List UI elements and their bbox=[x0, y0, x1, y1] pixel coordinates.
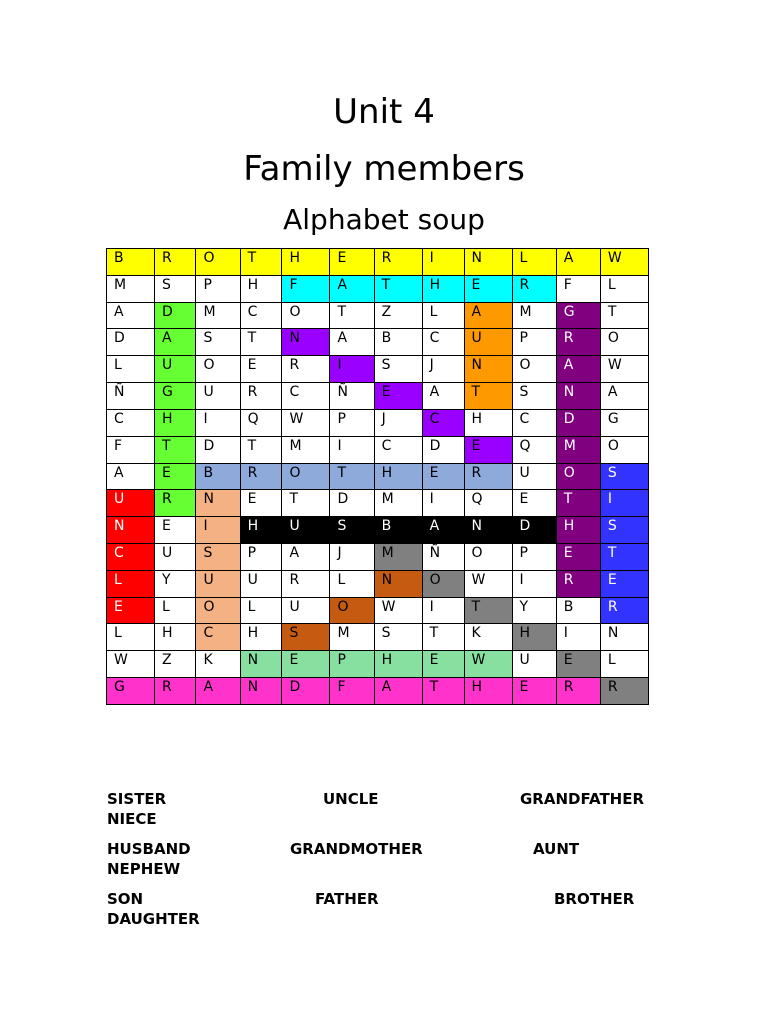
grid-cell: Z bbox=[374, 302, 422, 329]
grid-cell: N bbox=[464, 356, 512, 383]
grid-cell: Ñ bbox=[330, 383, 374, 410]
grid-cell: P bbox=[512, 329, 556, 356]
grid-cell: W bbox=[600, 356, 648, 383]
grid-cell: O bbox=[196, 356, 240, 383]
grid-cell: L bbox=[600, 651, 648, 678]
grid-cell: E bbox=[464, 436, 512, 463]
grid-cell: T bbox=[422, 678, 464, 705]
grid-cell: F bbox=[330, 678, 374, 705]
grid-cell: R bbox=[464, 463, 512, 490]
grid-cell: O bbox=[422, 570, 464, 597]
grid-row bbox=[107, 624, 649, 651]
grid-cell: H bbox=[556, 517, 600, 544]
grid-cell: C bbox=[282, 383, 330, 410]
grid-cell: A bbox=[196, 678, 240, 705]
grid-cell: Ñ bbox=[107, 383, 155, 410]
grid-cell: B bbox=[374, 329, 422, 356]
grid-cell: K bbox=[464, 624, 512, 651]
grid-row bbox=[107, 517, 649, 544]
word-search-grid bbox=[106, 248, 649, 705]
grid-cell: A bbox=[556, 249, 600, 276]
grid-cell: H bbox=[512, 624, 556, 651]
grid-cell: E bbox=[556, 543, 600, 570]
grid-row bbox=[107, 383, 649, 410]
grid-cell: A bbox=[107, 302, 155, 329]
grid-cell: B bbox=[107, 249, 155, 276]
grid-cell: P bbox=[330, 409, 374, 436]
grid-cell: P bbox=[330, 651, 374, 678]
grid-row bbox=[107, 302, 649, 329]
grid-cell: L bbox=[512, 249, 556, 276]
grid-cell: A bbox=[556, 356, 600, 383]
grid-cell: N bbox=[107, 517, 155, 544]
grid-cell: L bbox=[600, 275, 648, 302]
grid-cell: D bbox=[196, 436, 240, 463]
grid-cell: E bbox=[512, 490, 556, 517]
grid-cell: S bbox=[374, 624, 422, 651]
grid-cell: L bbox=[107, 356, 155, 383]
word-item: BROTHER bbox=[554, 890, 635, 908]
grid-cell: M bbox=[107, 275, 155, 302]
grid-cell: R bbox=[155, 249, 196, 276]
grid-cell: Q bbox=[512, 436, 556, 463]
grid-cell: H bbox=[155, 409, 196, 436]
grid-cell: Y bbox=[512, 597, 556, 624]
grid-cell: D bbox=[155, 302, 196, 329]
grid-cell: N bbox=[374, 570, 422, 597]
grid-row bbox=[107, 249, 649, 276]
grid-cell: O bbox=[556, 463, 600, 490]
grid-cell: A bbox=[422, 517, 464, 544]
grid-cell: O bbox=[330, 597, 374, 624]
grid-cell: H bbox=[464, 678, 512, 705]
grid-cell: E bbox=[155, 517, 196, 544]
grid-cell: N bbox=[240, 651, 282, 678]
grid-cell: C bbox=[422, 409, 464, 436]
grid-cell: A bbox=[374, 678, 422, 705]
grid-cell: M bbox=[556, 436, 600, 463]
word-item: NEPHEW bbox=[107, 860, 181, 878]
grid-cell: L bbox=[240, 597, 282, 624]
grid-cell: H bbox=[240, 624, 282, 651]
grid-cell: E bbox=[240, 356, 282, 383]
grid-cell: A bbox=[330, 329, 374, 356]
grid-cell: A bbox=[282, 543, 330, 570]
grid-cell: W bbox=[107, 651, 155, 678]
grid-cell: R bbox=[512, 275, 556, 302]
grid-cell: N bbox=[600, 624, 648, 651]
grid-cell: S bbox=[512, 383, 556, 410]
grid-row bbox=[107, 490, 649, 517]
grid-cell: K bbox=[196, 651, 240, 678]
grid-cell: U bbox=[196, 383, 240, 410]
word-item: FATHER bbox=[315, 890, 379, 908]
grid-cell: H bbox=[155, 624, 196, 651]
unit-title: Unit 4 bbox=[333, 92, 435, 132]
grid-cell: O bbox=[282, 302, 330, 329]
grid-cell: H bbox=[240, 275, 282, 302]
grid-cell: A bbox=[422, 383, 464, 410]
grid-cell: R bbox=[282, 356, 330, 383]
grid-cell: E bbox=[464, 275, 512, 302]
grid-row bbox=[107, 651, 649, 678]
grid-cell: C bbox=[196, 624, 240, 651]
grid-cell: S bbox=[155, 275, 196, 302]
grid-cell: P bbox=[196, 275, 240, 302]
word-list-row bbox=[107, 789, 667, 829]
grid-cell: W bbox=[464, 651, 512, 678]
grid-cell: U bbox=[196, 570, 240, 597]
grid-cell: I bbox=[196, 517, 240, 544]
grid-row bbox=[107, 436, 649, 463]
grid-row bbox=[107, 570, 649, 597]
grid-cell: A bbox=[330, 275, 374, 302]
grid-cell: G bbox=[556, 302, 600, 329]
word-item: AUNT bbox=[533, 840, 580, 858]
grid-cell: E bbox=[330, 249, 374, 276]
grid-cell: O bbox=[600, 329, 648, 356]
grid-cell: T bbox=[330, 463, 374, 490]
grid-cell: T bbox=[240, 436, 282, 463]
grid-cell: F bbox=[282, 275, 330, 302]
grid-cell: H bbox=[422, 275, 464, 302]
grid-cell: R bbox=[240, 383, 282, 410]
grid-cell: S bbox=[600, 463, 648, 490]
grid-cell: O bbox=[196, 597, 240, 624]
grid-cell: T bbox=[464, 383, 512, 410]
grid-cell: T bbox=[155, 436, 196, 463]
grid-cell: N bbox=[196, 490, 240, 517]
grid-cell: N bbox=[556, 383, 600, 410]
grid-cell: U bbox=[282, 597, 330, 624]
word-item: GRANDFATHER bbox=[520, 790, 645, 808]
grid-cell: E bbox=[600, 570, 648, 597]
grid-cell: L bbox=[330, 570, 374, 597]
grid-cell: S bbox=[196, 543, 240, 570]
grid-cell: D bbox=[422, 436, 464, 463]
grid-cell: Q bbox=[464, 490, 512, 517]
grid-cell: O bbox=[282, 463, 330, 490]
grid-cell: L bbox=[422, 302, 464, 329]
grid-cell: U bbox=[240, 570, 282, 597]
grid-cell: M bbox=[512, 302, 556, 329]
grid-cell: D bbox=[282, 678, 330, 705]
grid-cell: E bbox=[422, 463, 464, 490]
grid-cell: Y bbox=[155, 570, 196, 597]
grid-cell: T bbox=[464, 597, 512, 624]
word-item: NIECE bbox=[107, 810, 157, 828]
grid-cell: W bbox=[600, 249, 648, 276]
grid-cell: D bbox=[556, 409, 600, 436]
grid-row bbox=[107, 678, 649, 705]
grid-cell: H bbox=[282, 249, 330, 276]
grid-cell: W bbox=[464, 570, 512, 597]
grid-cell: O bbox=[464, 543, 512, 570]
grid-cell: A bbox=[600, 383, 648, 410]
grid-cell: L bbox=[107, 624, 155, 651]
grid-cell: H bbox=[374, 651, 422, 678]
word-item: GRANDMOTHER bbox=[290, 840, 423, 858]
grid-cell: W bbox=[282, 409, 330, 436]
grid-cell: M bbox=[330, 624, 374, 651]
grid-cell: U bbox=[155, 543, 196, 570]
grid-cell: U bbox=[155, 356, 196, 383]
grid-cell: U bbox=[512, 651, 556, 678]
grid-row bbox=[107, 356, 649, 383]
grid-cell: C bbox=[422, 329, 464, 356]
activity-title: Alphabet soup bbox=[283, 203, 485, 236]
grid-cell: R bbox=[600, 678, 648, 705]
grid-cell: M bbox=[282, 436, 330, 463]
grid-row bbox=[107, 543, 649, 570]
grid-cell: I bbox=[512, 570, 556, 597]
grid-row bbox=[107, 463, 649, 490]
grid-cell: D bbox=[107, 329, 155, 356]
grid-cell: I bbox=[600, 490, 648, 517]
grid-row bbox=[107, 329, 649, 356]
grid-cell: T bbox=[240, 249, 282, 276]
grid-cell: D bbox=[512, 517, 556, 544]
grid-cell: T bbox=[422, 624, 464, 651]
grid-cell: R bbox=[240, 463, 282, 490]
grid-cell: B bbox=[374, 517, 422, 544]
grid-cell: A bbox=[107, 463, 155, 490]
grid-cell: I bbox=[330, 436, 374, 463]
grid-cell: L bbox=[155, 597, 196, 624]
grid-cell: R bbox=[155, 678, 196, 705]
grid-cell: E bbox=[374, 383, 422, 410]
grid-cell: T bbox=[600, 543, 648, 570]
grid-cell: F bbox=[556, 275, 600, 302]
grid-cell: S bbox=[196, 329, 240, 356]
grid-cell: C bbox=[107, 409, 155, 436]
grid-cell: P bbox=[240, 543, 282, 570]
grid-cell: M bbox=[374, 543, 422, 570]
grid-cell: Q bbox=[240, 409, 282, 436]
grid-cell: T bbox=[282, 490, 330, 517]
grid-cell: S bbox=[330, 517, 374, 544]
grid-cell: U bbox=[464, 329, 512, 356]
grid-cell: Z bbox=[155, 651, 196, 678]
topic-title: Family members bbox=[243, 149, 525, 189]
grid-cell: H bbox=[464, 409, 512, 436]
grid-cell: U bbox=[512, 463, 556, 490]
grid-cell: G bbox=[107, 678, 155, 705]
grid-cell: H bbox=[240, 517, 282, 544]
grid-cell: E bbox=[282, 651, 330, 678]
grid-cell: U bbox=[107, 490, 155, 517]
grid-cell: P bbox=[512, 543, 556, 570]
grid-cell: N bbox=[464, 517, 512, 544]
grid-cell: G bbox=[155, 383, 196, 410]
grid-cell: R bbox=[600, 597, 648, 624]
grid-row bbox=[107, 409, 649, 436]
grid-cell: E bbox=[240, 490, 282, 517]
grid-cell: F bbox=[107, 436, 155, 463]
grid-cell: J bbox=[422, 356, 464, 383]
grid-cell: R bbox=[374, 249, 422, 276]
word-item: UNCLE bbox=[323, 790, 379, 808]
grid-cell: N bbox=[240, 678, 282, 705]
grid-cell: N bbox=[464, 249, 512, 276]
grid-cell: R bbox=[556, 329, 600, 356]
grid-cell: C bbox=[107, 543, 155, 570]
grid-cell: S bbox=[282, 624, 330, 651]
word-list-row bbox=[107, 889, 667, 929]
grid-cell: H bbox=[374, 463, 422, 490]
grid-cell: I bbox=[422, 597, 464, 624]
grid-row bbox=[107, 275, 649, 302]
grid-cell: I bbox=[330, 356, 374, 383]
grid-cell: M bbox=[196, 302, 240, 329]
grid-cell: C bbox=[374, 436, 422, 463]
word-item: HUSBAND bbox=[107, 840, 191, 858]
grid-cell: O bbox=[196, 249, 240, 276]
grid-cell: O bbox=[512, 356, 556, 383]
grid-cell: I bbox=[556, 624, 600, 651]
grid-cell: T bbox=[330, 302, 374, 329]
grid-cell: I bbox=[422, 490, 464, 517]
grid-cell: T bbox=[600, 302, 648, 329]
grid-cell: E bbox=[512, 678, 556, 705]
grid-cell: A bbox=[155, 329, 196, 356]
grid-cell: T bbox=[556, 490, 600, 517]
grid-cell: S bbox=[600, 517, 648, 544]
grid-cell: A bbox=[464, 302, 512, 329]
grid-cell: R bbox=[556, 678, 600, 705]
word-list-row bbox=[107, 839, 667, 879]
grid-cell: R bbox=[155, 490, 196, 517]
grid-cell: T bbox=[374, 275, 422, 302]
grid-cell: Ñ bbox=[422, 543, 464, 570]
grid-cell: O bbox=[600, 436, 648, 463]
word-item: SON bbox=[107, 890, 144, 908]
grid-cell: C bbox=[240, 302, 282, 329]
grid-cell: C bbox=[512, 409, 556, 436]
grid-cell: B bbox=[196, 463, 240, 490]
grid-cell: D bbox=[330, 490, 374, 517]
grid-cell: J bbox=[374, 409, 422, 436]
grid-cell: I bbox=[422, 249, 464, 276]
grid-cell: T bbox=[240, 329, 282, 356]
word-item: DAUGHTER bbox=[107, 910, 200, 928]
grid-cell: W bbox=[374, 597, 422, 624]
grid-cell: J bbox=[330, 543, 374, 570]
grid-row bbox=[107, 597, 649, 624]
grid-cell: R bbox=[556, 570, 600, 597]
grid-cell: N bbox=[282, 329, 330, 356]
grid-cell: S bbox=[374, 356, 422, 383]
grid-cell: R bbox=[282, 570, 330, 597]
grid-cell: E bbox=[107, 597, 155, 624]
grid-cell: E bbox=[422, 651, 464, 678]
grid-cell: L bbox=[107, 570, 155, 597]
word-item: SISTER bbox=[107, 790, 167, 808]
grid-cell: I bbox=[196, 409, 240, 436]
grid-cell: E bbox=[155, 463, 196, 490]
grid-cell: B bbox=[556, 597, 600, 624]
grid-cell: G bbox=[600, 409, 648, 436]
grid-cell: E bbox=[556, 651, 600, 678]
grid-cell: M bbox=[374, 490, 422, 517]
grid-cell: U bbox=[282, 517, 330, 544]
